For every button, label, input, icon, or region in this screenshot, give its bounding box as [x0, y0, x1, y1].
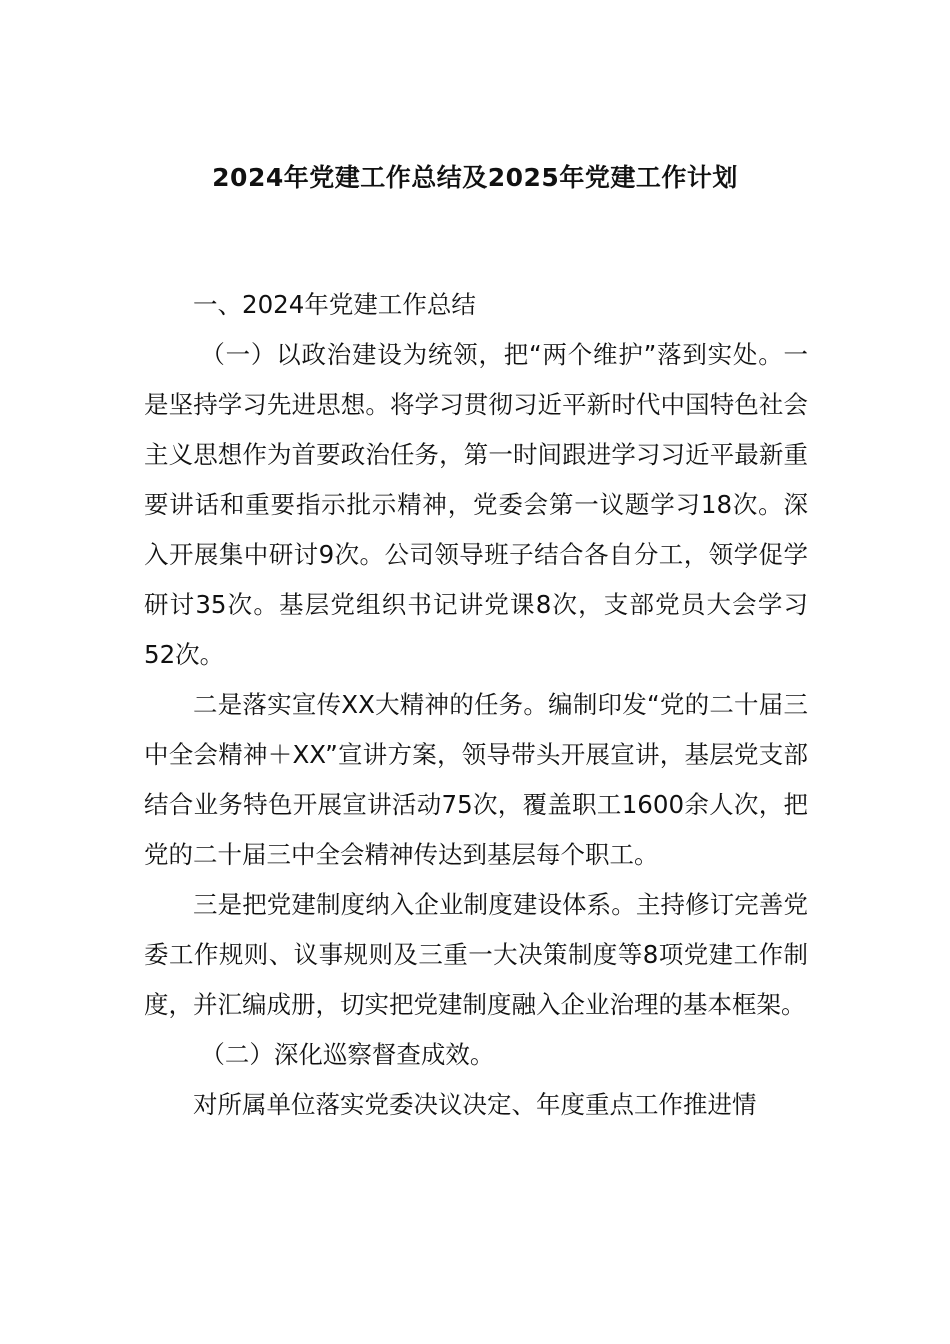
paragraph: 二是落实宣传XX大精神的任务。编制印发“党的二十届三中全会精神＋XX”宣讲方案，领导带头开展宣讲，基层党支部结合业务特色开展宣讲活动75次，覆盖职工1600余人次，把党的二十届三中全会精神传达到基层每个职工。 [144, 690, 808, 869]
paragraph: 三是把党建制度纳入企业制度建设体系。主持修订完善党委工作规则、议事规则及三重一大决策制度等8项党建工作制度，并汇编成册，切实把党建制度融入企业治理的基本框架。 [144, 890, 808, 1019]
section-heading: 一、2024年党建工作总结 [193, 290, 476, 319]
document-title: 2024年党建工作总结及2025年党建工作计划 [212, 163, 738, 192]
document-body [144, 280, 808, 1130]
paragraph: 对所属单位落实党委决议决定、年度重点工作推进情 [193, 1090, 757, 1119]
subsection-heading: （二）深化巡察督查成效。 [200, 1040, 495, 1069]
paragraph: （一）以政治建设为统领，把“两个维护”落到实处。一是坚持学习先进思想。将学习贯彻习近平新时代中国特色社会主义思想作为首要政治任务，第一时间跟进学习习近平最新重要讲话和重要指示批示精神，党委会第一议题学习18次。深入开展集中研讨9次。公司领导班子结合各自分工，领学促学研讨35次。基层党组织书记讲党课8次，支部党员大会学习52次。 [144, 340, 808, 669]
